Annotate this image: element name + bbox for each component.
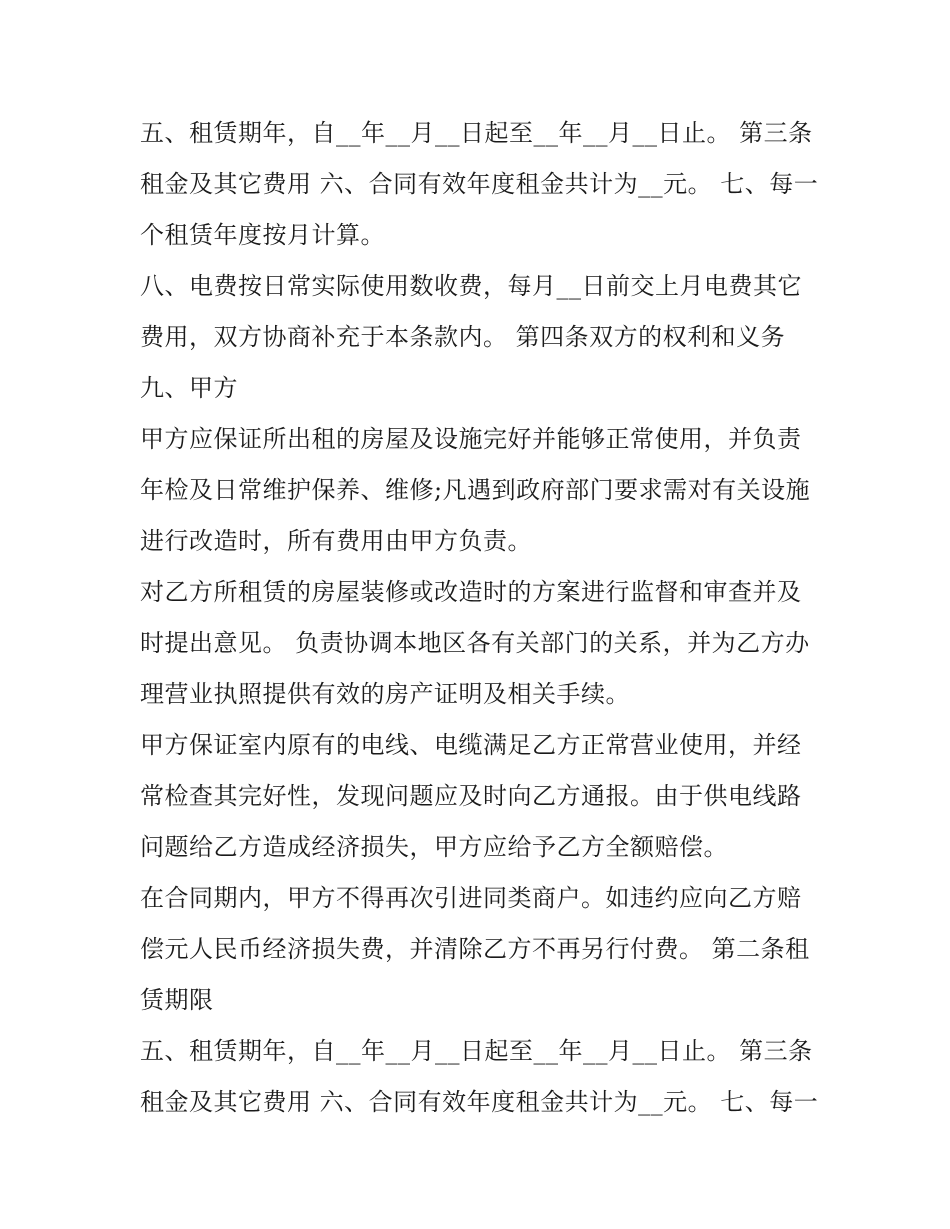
paragraph-lease-term: 五、租赁期年，自__年__月__日起至__年__月__日止。 第三条租金及其它费用 六、合同有效年度租金共计为__元。 七、每一个租赁年度按月计算。 (140, 119, 819, 249)
document-body (140, 108, 820, 1128)
paragraph-renovation-supervision: 对乙方所租赁的房屋装修或改造时的方案进行监督和审查并及时提出意见。 负责协调本地区各有关部门的关系，并为乙方办理营业执照提供有效的房产证明及相关手续。 (140, 578, 810, 708)
paragraph-lease-term-repeat: 五、租赁期年，自__年__月__日起至__年__月__日止。 第三条租金及其它费用 六、合同有效年度租金共计为__元。 七、每一 (140, 1037, 819, 1116)
paragraph-no-competing-tenants: 在合同期内，甲方不得再次引进同类商户。如违约应向乙方赔偿元人民币经济损失费，并清除乙方不再另行付费。 第二条租赁期限 (140, 884, 810, 1014)
paragraph-party-a-maintenance: 甲方应保证所出租的房屋及设施完好并能够正常使用，并负责年检及日常维护保养、维修;凡遇到政府部门要求需对有关设施进行改造时，所有费用由甲方负责。 (140, 425, 811, 555)
paragraph-electrical-wiring: 甲方保证室内原有的电线、电缆满足乙方正常营业使用，并经常检查其完好性，发现问题应及时向乙方通报。由于供电线路问题给乙方造成经济损失，甲方应给予乙方全额赔偿。 (140, 731, 802, 861)
paragraph-electricity-fee: 八、电费按日常实际使用数收费，每月__日前交上月电费其它费用，双方协商补充于本条款内。 第四条双方的权利和义务 九、甲方 (140, 272, 802, 402)
